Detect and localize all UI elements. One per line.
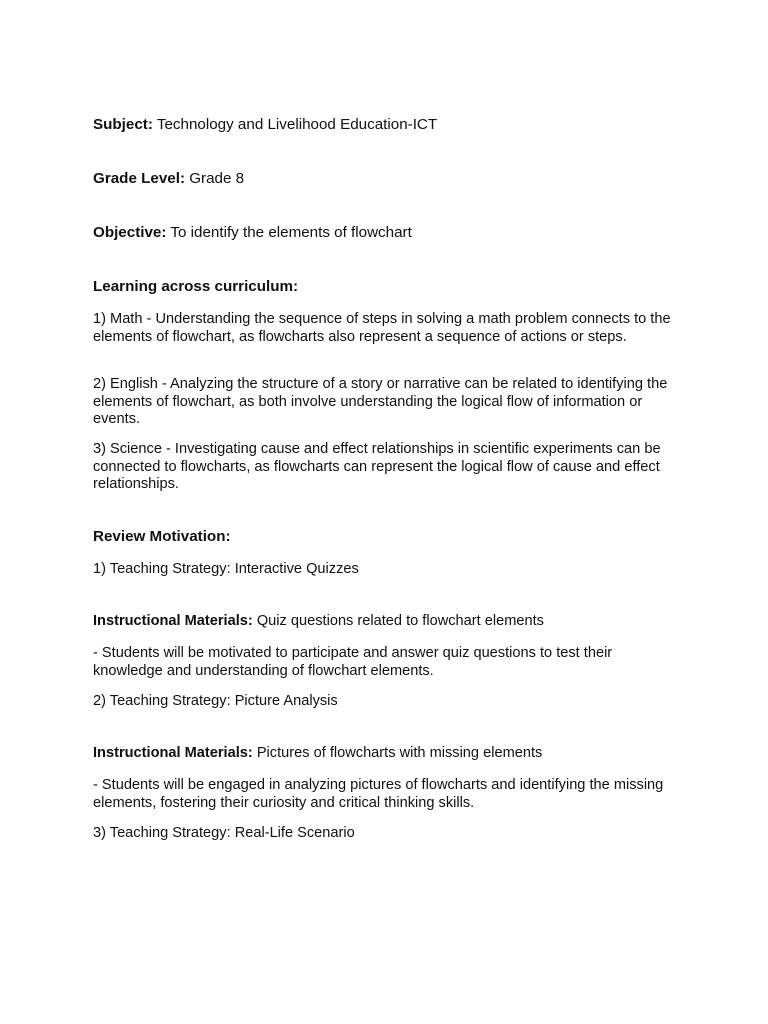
strategy-2: 2) Teaching Strategy: Picture Analysis	[93, 693, 338, 709]
subject-value: Technology and Livelihood Education-ICT	[152, 116, 438, 133]
strategy-3: 3) Teaching Strategy: Real-Life Scenario	[93, 825, 355, 841]
materials-2-value: Pictures of flowcharts with missing elements	[252, 745, 543, 761]
note-1: - Students will be motivated to participate and answer quiz questions to test their knowledge and understanding of flowchart elements.	[93, 645, 613, 679]
materials-2	[93, 745, 683, 763]
note-2: - Students will be engaged in analyzing pictures of flowcharts and identifying the missing elements, fostering their curiosity and critical thinking skills.	[93, 777, 664, 811]
review-heading: Review Motivation:	[93, 528, 231, 545]
learning-heading: Learning across curriculum:	[93, 278, 299, 295]
strategy-1: 1) Teaching Strategy: Interactive Quizzes	[93, 561, 359, 577]
subject-line	[93, 116, 683, 134]
materials-2-label: Instructional Materials:	[93, 745, 253, 761]
materials-1-value: Quiz questions related to flowchart elements	[252, 613, 544, 629]
objective-value: To identify the elements of flowchart	[166, 224, 412, 241]
objective-label: Objective:	[93, 224, 167, 241]
learning-item-science: 3) Science - Investigating cause and effect relationships in scientific experiments can be connected to flowcharts, as flowcharts can represent the logical flow of cause and effect relationships.	[93, 441, 661, 492]
materials-1-label: Instructional Materials:	[93, 613, 253, 629]
grade-line	[93, 170, 683, 188]
grade-value: Grade 8	[185, 170, 245, 187]
learning-item-math: 1) Math - Understanding the sequence of steps in solving a math problem connects to the elements of flowchart, as flowcharts also represent a sequence of actions or steps.	[93, 311, 671, 345]
objective-line	[93, 224, 683, 242]
materials-1	[93, 613, 683, 631]
learning-item-english: 2) English - Analyzing the structure of a story or narrative can be related to identifying the elements of flowchart, as both involve understanding the logical flow of information or events.	[93, 376, 668, 427]
grade-label: Grade Level:	[93, 170, 186, 187]
subject-label: Subject:	[93, 116, 153, 133]
